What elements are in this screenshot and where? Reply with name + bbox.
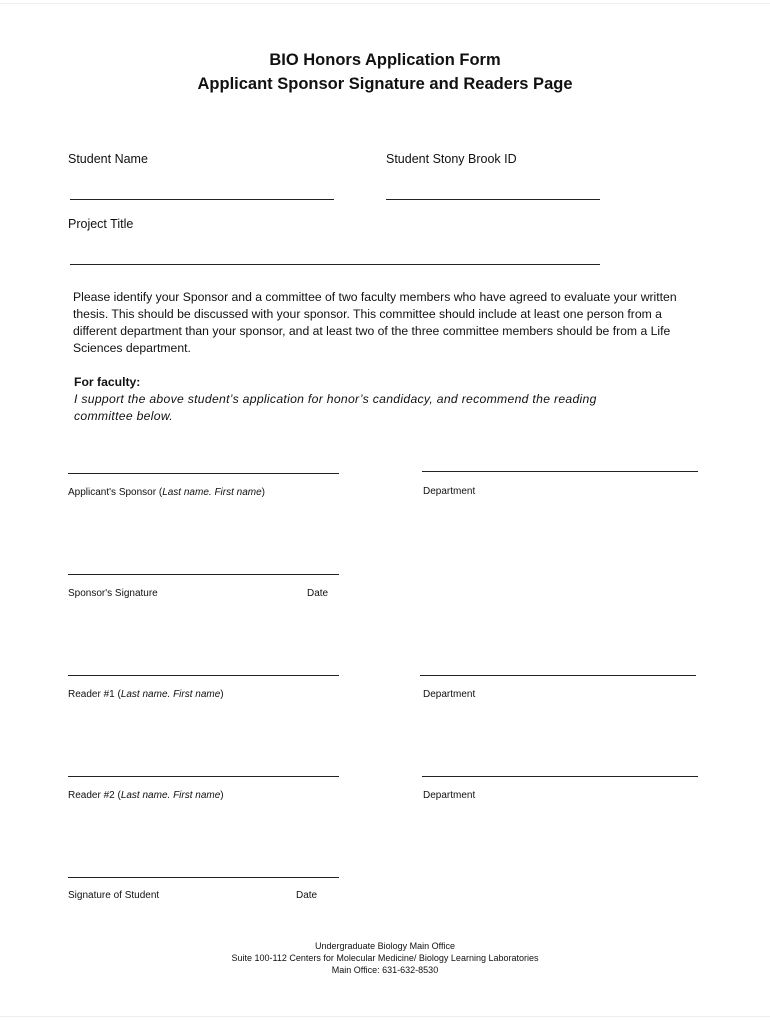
reader1-suffix: ) bbox=[220, 689, 224, 700]
sponsor-signature-field[interactable] bbox=[68, 574, 339, 575]
reader2-suffix: ) bbox=[220, 790, 224, 801]
sponsor-name-label bbox=[68, 487, 265, 498]
project-title-label: Project Title bbox=[68, 217, 134, 231]
sponsor-department-label: Department bbox=[423, 486, 476, 497]
student-id-field[interactable] bbox=[386, 199, 600, 200]
project-title-field[interactable] bbox=[70, 264, 600, 265]
sponsor-name-suffix: ) bbox=[261, 487, 266, 498]
reader2-department-label: Department bbox=[423, 790, 476, 801]
sponsor-name-hint: Last name. First name bbox=[162, 487, 262, 498]
reader1-department-field[interactable] bbox=[420, 675, 696, 676]
form-title: BIO Honors Application Form bbox=[269, 51, 501, 69]
student-id-label: Student Stony Brook ID bbox=[386, 152, 517, 166]
faculty-statement: I support the above student’s application for honor’s candidacy, and recommend the reading committee below. bbox=[74, 392, 597, 423]
faculty-heading: For faculty: bbox=[74, 375, 141, 389]
student-name-label: Student Name bbox=[68, 152, 148, 166]
reader1-prefix: Reader #1 ( bbox=[68, 689, 121, 700]
reader1-name-field[interactable] bbox=[68, 675, 339, 676]
form-subtitle: Applicant Sponsor Signature and Readers Page bbox=[197, 75, 573, 93]
reader1-name-label bbox=[68, 689, 224, 700]
reader2-hint: Last name. First name bbox=[120, 790, 221, 801]
instructions-paragraph: Please identify your Sponsor and a committee of two faculty members who have agreed to evaluate your written thesis. This should be discussed with your sponsor. This committee should include at least one person from a different department than your sponsor, and at least two of the three committee members should be from a Life Sciences department. bbox=[73, 290, 677, 355]
footer-office: Undergraduate Biology Main Office bbox=[315, 941, 455, 951]
sponsor-department-field[interactable] bbox=[422, 471, 698, 472]
footer-phone: Main Office: 631-632-8530 bbox=[331, 965, 439, 975]
student-signature-label: Signature of Student bbox=[68, 890, 160, 901]
footer-address: Suite 100-112 Centers for Molecular Medicine/ Biology Learning Laboratories bbox=[231, 953, 539, 963]
student-signature-field[interactable] bbox=[68, 877, 339, 878]
reader2-prefix: Reader #2 ( bbox=[68, 790, 121, 801]
sponsor-date-label: Date bbox=[307, 588, 329, 599]
reader1-hint: Last name. First name bbox=[120, 689, 221, 700]
page-top-border bbox=[0, 3, 770, 4]
sponsor-name-field[interactable] bbox=[68, 473, 339, 474]
student-date-label: Date bbox=[296, 890, 318, 901]
reader2-name-label bbox=[68, 790, 224, 801]
reader2-department-field[interactable] bbox=[422, 776, 698, 777]
reader2-name-field[interactable] bbox=[68, 776, 339, 777]
reader1-department-label: Department bbox=[423, 689, 476, 700]
page-bottom-border bbox=[0, 1016, 770, 1017]
sponsor-signature-label: Sponsor's Signature bbox=[68, 588, 158, 599]
student-name-field[interactable] bbox=[70, 199, 334, 200]
sponsor-name-prefix: Applicant's Sponsor ( bbox=[68, 487, 163, 498]
